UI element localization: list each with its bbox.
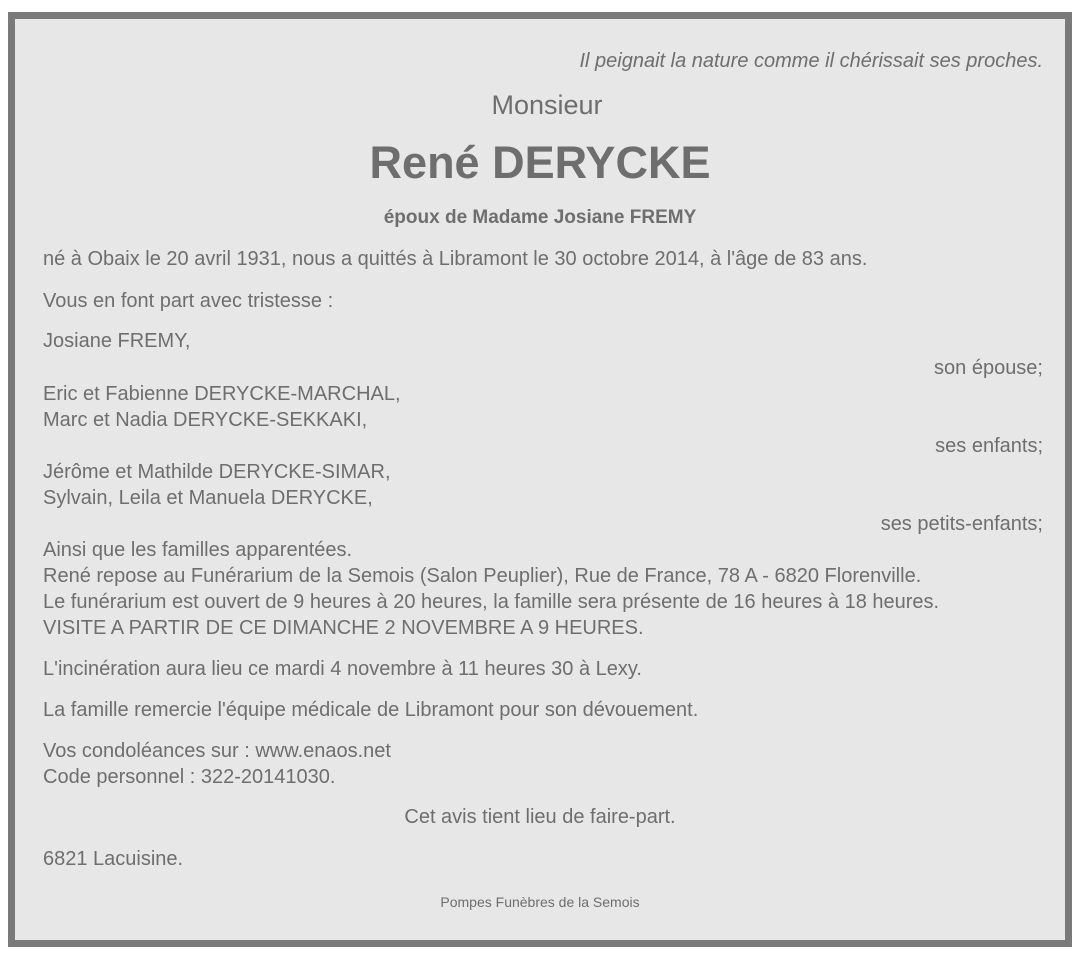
thanks-line: La famille remercie l'équipe médicale de Libramont pour son dévouement.	[43, 699, 699, 721]
family-spouse-role: son épouse;	[934, 357, 1043, 379]
visit-line: VISITE A PARTIR DE CE DIMANCHE 2 NOVEMBRE A 9 HEURES.	[43, 617, 644, 639]
family-grandchild-2: Sylvain, Leila et Manuela DERYCKE,	[43, 487, 373, 509]
funeral-home-signature: Pompes Funèbres de la Semois	[440, 894, 640, 910]
salutation: Monsieur	[491, 90, 603, 120]
deceased-name: René DERYCKE	[369, 137, 711, 188]
address-line: 6821 Lacuisine.	[43, 848, 184, 870]
condolences-line: Vos condoléances sur : www.enaos.net	[43, 740, 391, 762]
faire-part-line: Cet avis tient lieu de faire-part.	[404, 806, 676, 828]
family-grandchild-1: Jérôme et Mathilde DERYCKE-SIMAR,	[43, 461, 391, 483]
family-grandchildren-role: ses petits-enfants;	[880, 513, 1043, 535]
intro-line: Vous en font part avec tristesse :	[43, 290, 334, 312]
rests-at-line: René repose au Funérarium de la Semois (Salon Peuplier), Rue de France, 78 A - 6820 Florenville.	[43, 565, 922, 587]
family-children-role: ses enfants;	[935, 435, 1043, 457]
opening-hours-line: Le funérarium est ouvert de 9 heures à 20 heures, la famille sera présente de 16 heures à 18 heures.	[43, 591, 940, 613]
family-child-1: Eric et Fabienne DERYCKE-MARCHAL,	[43, 383, 401, 405]
personal-code-line: Code personnel : 322-20141030.	[43, 766, 336, 788]
birth-death-line: né à Obaix le 20 avril 1931, nous a quittés à Libramont le 30 octobre 2014, à l'âge de 83 ans.	[43, 248, 868, 270]
obituary-notice	[8, 12, 1072, 947]
cremation-line: L'incinération aura lieu ce mardi 4 novembre à 11 heures 30 à Lexy.	[43, 658, 642, 680]
spouse-line: époux de Madame Josiane FREMY	[383, 207, 697, 228]
related-families-line: Ainsi que les familles apparentées.	[43, 539, 353, 561]
epigraph-quote: Il peignait la nature comme il chérissait ses proches.	[579, 50, 1043, 72]
family-spouse-name: Josiane FREMY,	[43, 330, 191, 352]
family-child-2: Marc et Nadia DERYCKE-SEKKAKI,	[43, 409, 368, 431]
